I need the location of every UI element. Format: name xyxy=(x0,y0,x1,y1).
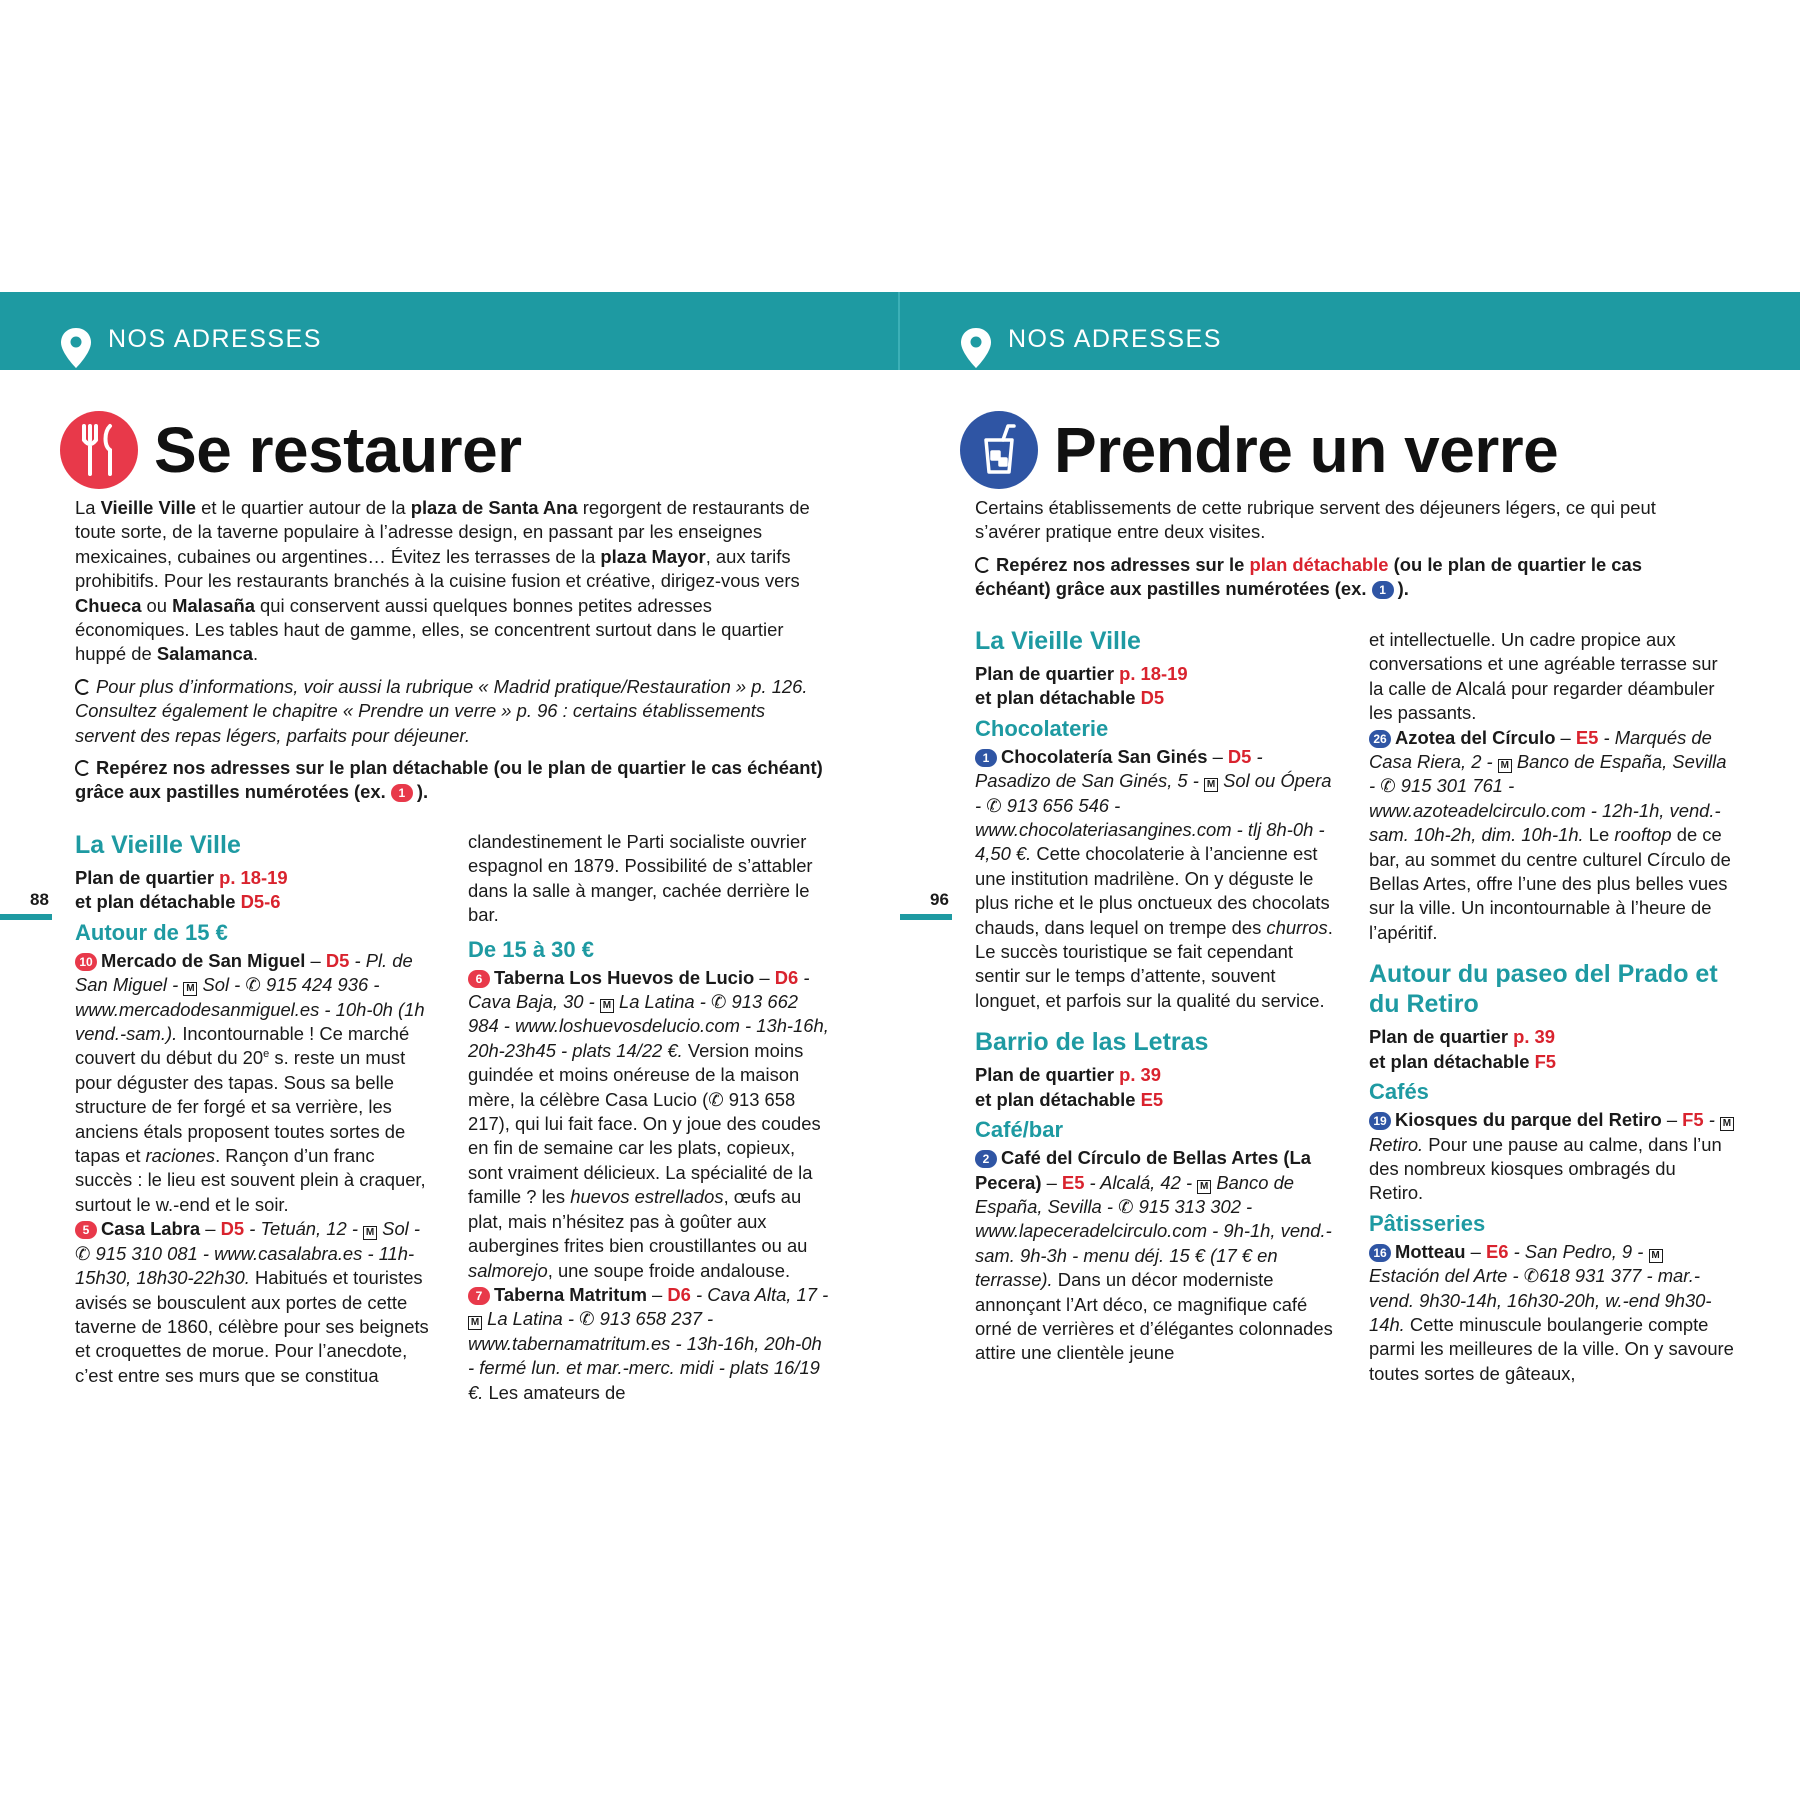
section-label-right: NOS ADRESSES xyxy=(1008,325,1222,353)
phone-icon: ✆ xyxy=(579,1308,595,1330)
page-marker xyxy=(0,914,52,920)
eye-icon xyxy=(75,679,91,695)
plan-reference: Plan de quartier p. 18-19 et plan détachable D5 xyxy=(975,663,1188,709)
example-pastille: 1 xyxy=(1372,581,1394,599)
plan-reference: Plan de quartier p. 18-19 et plan détachable D5-6 xyxy=(75,867,288,913)
left-title-row xyxy=(60,405,522,495)
metro-icon: M xyxy=(1720,1117,1734,1131)
section-heading: Barrio de las Letras xyxy=(975,1028,1209,1057)
phone-icon: ✆ xyxy=(245,974,261,996)
phone-icon: ✆ xyxy=(1523,1265,1540,1287)
listing-matritum: 7 Taberna Matritum – D6 - Cava Alta, 17 - M La Latina - ✆ 913 658 237 - www.tabernamatritum.es - 13h-16h, 20h-0h - fermé lun. et mar.-merc. midi - plats 16/19 €. Les amateurs de xyxy=(468,1283,829,1403)
plan-reference: Plan de quartier p. 39 et plan détachable F5 xyxy=(1369,1026,1557,1072)
example-pastille: 1 xyxy=(391,784,413,802)
category-heading: Café/bar xyxy=(975,1117,1064,1143)
page-number: 96 xyxy=(930,890,949,909)
map-pin-icon xyxy=(58,326,94,370)
phone-icon: ✆ xyxy=(986,794,1002,816)
section-heading: Autour du paseo del Prado et du Retiro xyxy=(1369,960,1718,1019)
map-pin-icon xyxy=(958,326,994,370)
listing-motteau: 16 Motteau – E6 - San Pedro, 9 - M Estación del Arte - ✆618 931 377 - mar.-vend. 9h30-14h, 16h30-20h, w.-end 9h30-14h. Cette minuscule boulangerie compte parmi les meilleures de la ville. On y savoure toutes sortes de gâteaux, xyxy=(1369,1240,1734,1384)
phone-icon: ✆ xyxy=(1118,1195,1134,1217)
listing-mercado: 10 Mercado de San Miguel – D5 - Pl. de San Miguel - M Sol - ✆ 915 424 936 - www.mercadodesanmiguel.es - 10h-0h (1h vend.-sam.). Incontournable ! Ce marché couvert du début du 20e s. reste un must pour déguster des tapas. Sous sa belle structure de fer forgé et sa verrière, les anciens étals proposent toutes sortes de tapas et raciones. Rançon d’un franc succès : le lieu est souvent plein à craquer, surtout le w.-end et le soir. xyxy=(75,949,426,1215)
phone-icon: ✆ xyxy=(708,1088,724,1110)
metro-icon: M xyxy=(468,1316,482,1330)
section-heading: La Vieille Ville xyxy=(975,627,1141,655)
listing-azotea: 26 Azotea del Círculo – E5 - Marqués de Casa Riera, 2 - M Banco de España, Sevilla - ✆ 915 301 761 - www.azoteadelcirculo.com - 12h-1h, vend.-sam. 10h-2h, dim. 10h-1h. Le rooftop de ce bar, au sommet du centre culturel Círculo de Bellas Artes, offre l’une des plus belles vues sur la ville. Un incontournable à l’heure de l’apéritif. xyxy=(1369,726,1731,943)
drink-glass-icon xyxy=(960,411,1038,489)
listing-kiosques: 19 Kiosques du parque del Retiro – F5 - M Retiro. Pour une pause au calme, dans l’un des nombreux kiosques ombragés du Retiro. xyxy=(1369,1108,1734,1206)
metro-icon: M xyxy=(1197,1180,1211,1194)
continued-text: et intellectuelle. Un cadre propice aux conversations et une agréable terrasse sur la calle de Alcalá pour regarder déambuler les passants. xyxy=(1369,629,1718,724)
phone-icon: ✆ xyxy=(1380,775,1396,797)
listing-casa-labra: 5 Casa Labra – D5 - Tetuán, 12 - M Sol - ✆ 915 310 081 - www.casalabra.es - 11h-15h30, 18h30-22h30. Habitués et touristes avisés se bousculent aux portes de cette taverne de 1860, célèbre pour ses beignets et croquettes de morue. Pour l’anecdote, c’est entre ses murs que se constitua xyxy=(75,1218,429,1386)
eye-icon xyxy=(75,760,91,776)
left-column-2 xyxy=(468,830,830,1405)
continued-text: clandestinement le Parti socialiste ouvrier espagnol en 1879. Possibilité de s’attabler dans la salle à manger, cachée derrière le bar. xyxy=(468,831,813,926)
category-heading: Pâtisseries xyxy=(1369,1210,1486,1236)
metro-icon: M xyxy=(1649,1249,1663,1263)
category-heading: Chocolaterie xyxy=(975,715,1109,741)
page-title: Se restaurer xyxy=(154,414,522,486)
info-note: Pour plus d’informations, voir aussi la rubrique « Madrid pratique/Restauration » p. 126. Consultez également le chapitre « Prendre un verre » p. 96 : certains établissements servent des repas légers, parfaits pour déjeuner. xyxy=(75,675,808,746)
price-heading: Autour de 15 € xyxy=(75,919,228,945)
eye-icon xyxy=(975,557,991,573)
page-number: 88 xyxy=(30,890,49,909)
price-heading: De 15 à 30 € xyxy=(468,936,594,962)
right-intro xyxy=(975,496,1710,602)
right-column-2 xyxy=(1369,628,1734,1386)
page-marker xyxy=(900,914,952,920)
listing-circulo: 2 Café del Círculo de Bellas Artes (La Pecera) – E5 - Alcalá, 42 - M Banco de España, Sevilla - ✆ 915 313 302 - www.lapeceradelcirculo.com - 9h-1h, vend.-sam. 9h-3h - menu déj. 15 € (17 € en terrasse). Dans un décor moderniste annonçant l’Art déco, ce magnifique café orné de verrières et d’élégantes colonnades attire une clientèle jeune xyxy=(975,1147,1333,1364)
page-gutter xyxy=(898,292,900,370)
section-label-left: NOS ADRESSES xyxy=(108,325,322,353)
metro-icon: M xyxy=(1204,778,1218,792)
metro-icon: M xyxy=(363,1226,377,1240)
plan-note: Repérez nos adresses sur le plan détachable (ou le plan de quartier le cas échéant) grâce aux pastilles numérotées (ex. 1 ). xyxy=(75,757,823,803)
intro-paragraph: La Vieille Ville et le quartier autour de la plaza de Santa Ana regorgent de restaurants de toute sorte, de la taverne populaire à l’adresse design, en passant par les enseignes mexicaines, cubaines ou argentines… Évitez les terrasses de la plaza Mayor, aux tarifs prohibitifs. Pour les restaurants branchés à la cuisine fusion et créative, dirigez-vous vers Chueca ou Malasaña qui conservent aussi quelques bonnes petites adresses économiques. Les tables haut de gamme, elles, se concentrent surtout dans le quartier huppé de Salamanca. xyxy=(75,497,810,665)
metro-icon: M xyxy=(600,999,614,1013)
left-intro xyxy=(75,496,823,805)
metro-icon: M xyxy=(183,982,197,996)
metro-icon: M xyxy=(1498,759,1512,773)
left-column-1 xyxy=(75,830,435,1388)
phone-icon: ✆ xyxy=(75,1242,91,1264)
page-title: Prendre un verre xyxy=(1054,414,1559,486)
listing-san-gines: 1 Chocolatería San Ginés – D5 - Pasadizo de San Ginés, 5 - M Sol ou Ópera - ✆ 913 656 546 - www.chocolateriasangines.com - tlj 8h-0h - 4,50 €. Cette chocolaterie à l’ancienne est une institution madrilène. On y déguste le plus riche et le plus onctueux des chocolats chauds, dans lequel on trempe des churros. Le succès touristique se fait cependant sentir sur le temps d’attente, souvent longuet, et parfois sur la qualité du service. xyxy=(975,745,1333,1011)
intro-paragraph: Certains établissements de cette rubrique servent des déjeuners légers, ce qui peut s’avérer pratique entre deux visites. xyxy=(975,497,1656,543)
fork-knife-icon xyxy=(60,411,138,489)
listing-huevos-de-lucio: 6 Taberna Los Huevos de Lucio – D6 - Cava Baja, 30 - M La Latina - ✆ 913 662 984 - www.loshuevosdelucio.com - 13h-16h, 20h-23h45 - plats 14/22 €. Version moins guindée et moins onéreuse de la maison mère, la célèbre Casa Lucio (✆ 913 658 217), qui lui fait face. On y joue des coudes en fin de semaine car les plats, copieux, sont vraiment délicieux. La spécialité de la famille ? les huevos estrellados, œufs au plat, mais n’hésitez pas à goûter aux aubergines frites bien croustillantes ou au salmorejo, une soupe froide andalouse. xyxy=(468,966,829,1281)
right-title-row xyxy=(960,405,1558,495)
right-column-1 xyxy=(975,626,1337,1366)
category-heading: Cafés xyxy=(1369,1079,1429,1105)
phone-icon: ✆ xyxy=(711,991,727,1013)
section-heading: La Vieille Ville xyxy=(75,831,241,859)
plan-reference: Plan de quartier p. 39 et plan détachable E5 xyxy=(975,1064,1164,1110)
plan-note: Repérez nos adresses sur le plan détachable (ou le plan de quartier le cas échéant) grâce aux pastilles numérotées (ex. 1 ). xyxy=(975,553,1642,600)
